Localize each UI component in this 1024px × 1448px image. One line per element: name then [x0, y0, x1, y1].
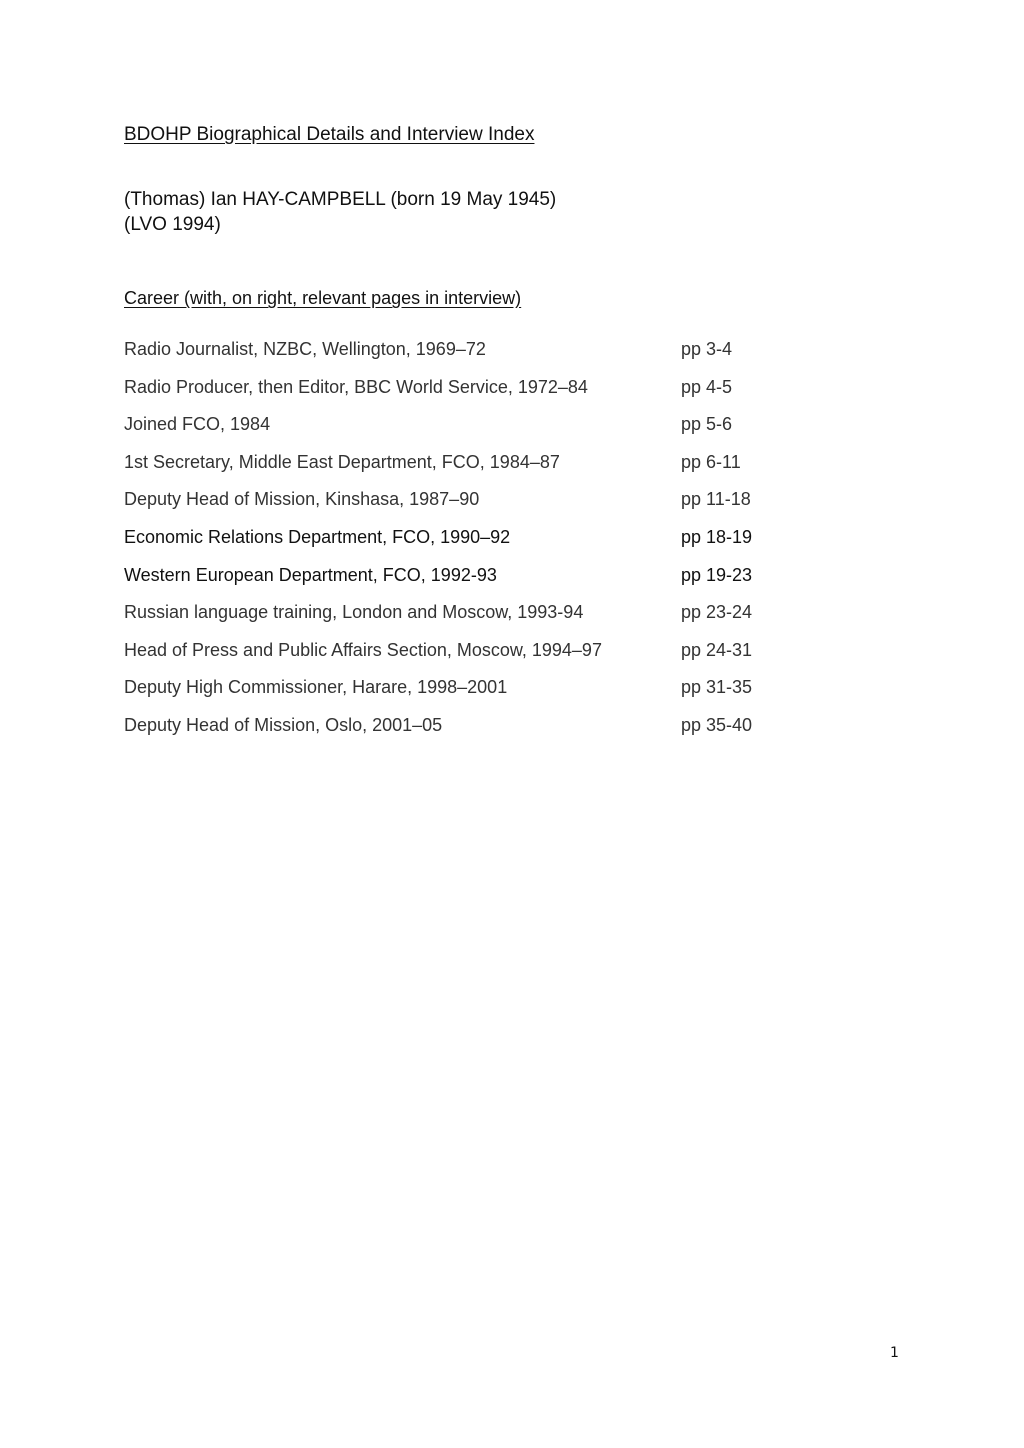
career-entry [124, 337, 824, 375]
career-pages: pp 31-35 [681, 677, 753, 698]
career-entry [124, 412, 824, 450]
subject-name-line: (Thomas) Ian HAY-CAMPBELL (born 19 May 1945) [124, 189, 557, 210]
career-pages: pp 23-24 [681, 602, 753, 623]
career-pages: pp 3-4 [681, 339, 733, 359]
career-role: Deputy High Commissioner, Harare, 1998–2001 [124, 677, 508, 698]
career-role: Deputy Head of Mission, Oslo, 2001–05 [124, 714, 443, 735]
career-pages: pp 35-40 [681, 714, 753, 735]
career-role: Deputy Head of Mission, Kinshasa, 1987–90 [124, 489, 480, 510]
page-number: 1 [890, 1345, 899, 1361]
career-pages: pp 6-11 [681, 451, 741, 472]
career-role: Radio Journalist, NZBC, Wellington, 1969–72 [124, 339, 486, 359]
career-entry [124, 525, 824, 563]
career-role: Economic Relations Department, FCO, 1990–92 [124, 526, 511, 547]
career-entry [124, 450, 824, 488]
career-entry [124, 600, 824, 638]
career-heading: Career (with, on right, relevant pages in interview) [124, 288, 522, 308]
career-entry [124, 713, 824, 751]
career-pages: pp 5-6 [681, 414, 733, 435]
career-role: Radio Producer, then Editor, BBC World Service, 1972–84 [124, 376, 588, 397]
career-pages: pp 11-18 [681, 489, 751, 510]
career-role: Joined FCO, 1984 [124, 414, 271, 435]
career-pages: pp 4-5 [681, 376, 733, 397]
career-list [124, 337, 824, 751]
career-pages: pp 18-19 [681, 526, 753, 547]
career-role: Western European Department, FCO, 1992-93 [124, 564, 497, 585]
career-entry [124, 638, 824, 676]
career-role: Head of Press and Public Affairs Section, Moscow, 1994–97 [124, 639, 602, 660]
subject-honours-line: (LVO 1994) [124, 214, 221, 235]
document-title: BDOHP Biographical Details and Interview Index [124, 124, 535, 145]
subject-details [124, 187, 556, 237]
career-entry [124, 563, 824, 601]
career-pages: pp 19-23 [681, 564, 753, 585]
career-entry [124, 487, 824, 525]
career-role: 1st Secretary, Middle East Department, FCO, 1984–87 [124, 451, 560, 472]
career-role: Russian language training, London and Moscow, 1993-94 [124, 602, 584, 623]
career-entry [124, 375, 824, 413]
career-entry [124, 675, 824, 713]
career-pages: pp 24-31 [681, 639, 753, 660]
